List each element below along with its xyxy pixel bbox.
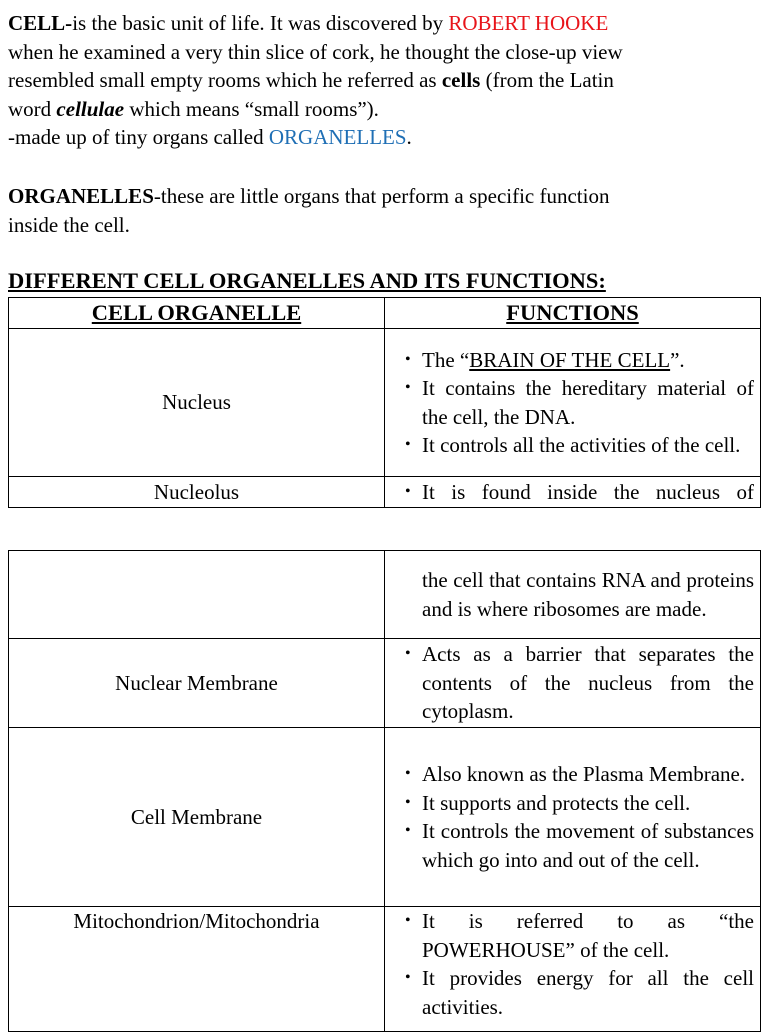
continued-text: the cell that contains RNA and proteins and is where ribosomes are made. — [422, 568, 754, 621]
cell-definition: CELL-is the basic unit of life. It was discovered by ROBERT HOOKE when he examined a very thin slice of cork, he thought the close-up view resembled small empty rooms which he referred as cells (from the Latin word cellulae which means “small rooms”). -made up of tiny organs called ORGANELLES. — [8, 11, 623, 149]
organelles-table-part2 — [8, 550, 761, 1032]
list-item: • It contains the hereditary material of the cell, the DNA. — [385, 374, 760, 431]
organelle-name: Nucleolus — [9, 477, 385, 508]
organelle-name-empty — [9, 551, 385, 639]
function-list — [385, 760, 760, 874]
list-item: • It is referred to as “the POWERHOUSE” of the cell. — [385, 907, 760, 964]
organelles-highlight: ORGANELLES — [268, 125, 407, 149]
table-row — [9, 329, 761, 477]
table-header-row — [9, 298, 761, 329]
organelle-name: Mitochondrion/Mitochondria — [9, 907, 385, 1032]
list-item: • It provides energy for all the cell activities. — [385, 964, 760, 1021]
organelle-name: Nucleus — [9, 329, 385, 477]
list-item: • The “BRAIN OF THE CELL”. — [385, 346, 760, 375]
functions-cell — [385, 477, 761, 508]
organelle-name: Nuclear Membrane — [9, 639, 385, 728]
organelles-table-part1 — [8, 297, 761, 508]
functions-cell — [385, 551, 761, 639]
organelle-name: Cell Membrane — [9, 728, 385, 907]
function-list — [385, 907, 760, 1021]
organelles-term: ORGANELLES — [8, 184, 154, 208]
table-row — [9, 551, 761, 639]
list-item: • Acts as a barrier that separates the contents of the nucleus from the cytoplasm. — [385, 640, 760, 726]
table-row — [9, 907, 761, 1032]
function-list — [385, 478, 760, 507]
cell-term: CELL- — [8, 11, 73, 35]
functions-cell — [385, 639, 761, 728]
table-row — [9, 477, 761, 508]
table-row — [9, 639, 761, 728]
list-item: • Also known as the Plasma Membrane. — [385, 760, 760, 789]
list-item: • It supports and protects the cell. — [385, 789, 760, 818]
header-cell-organelle: CELL ORGANELLE — [9, 298, 385, 329]
functions-cell — [385, 728, 761, 907]
discoverer-name: ROBERT HOOKE — [448, 11, 609, 35]
list-item: • It controls the movement of substances which go into and out of the cell. — [385, 817, 760, 874]
list-item: • It is found inside the nucleus of — [385, 478, 760, 507]
functions-cell — [385, 329, 761, 477]
list-item: • It controls all the activities of the cell. — [385, 431, 760, 460]
organelles-definition: ORGANELLES-these are little organs that perform a specific function inside the cell. — [8, 184, 610, 237]
function-list — [385, 346, 760, 460]
function-list — [385, 640, 760, 726]
section-heading: DIFFERENT CELL ORGANELLES AND ITS FUNCTIONS: — [8, 268, 606, 293]
table-row — [9, 728, 761, 907]
header-functions: FUNCTIONS — [385, 298, 761, 329]
functions-cell — [385, 907, 761, 1032]
